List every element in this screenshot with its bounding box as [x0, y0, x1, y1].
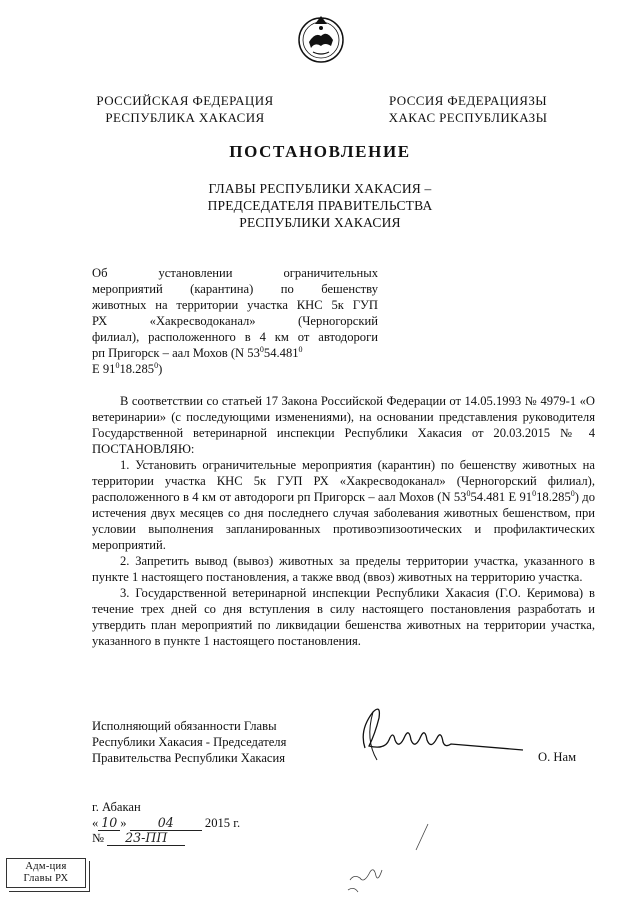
- signatory-name: О. Нам: [538, 750, 577, 764]
- signatory-position: [92, 718, 332, 766]
- preamble-paragraph: В соответствии со статьей 17 Закона Российской Федерации от 14.05.1993 № 4979-1 «О ветеринарии» (с последующими изменениями), на основании представления руководителя Государственной ветеринарной инспекции Республики Хакасия от 20.03.2015 № 4 ПОСТАНОВЛЯЮ:: [92, 394, 595, 456]
- header-left: [90, 92, 280, 126]
- clause-text: Е 91: [505, 490, 533, 504]
- coord-text: ): [158, 362, 163, 376]
- date-year: 2015 г.: [204, 816, 241, 830]
- clause-text: ) до истечения двух месяцев со дня последнего случая заболевания животных бешенством, при условии выполнения запланированных противоэпизоотических и профилактических мероприятий.: [92, 490, 595, 552]
- degree-mark: 0: [154, 360, 159, 370]
- number-prefix: №: [92, 831, 105, 845]
- degree-mark: 0: [466, 488, 471, 498]
- header-right: [380, 92, 556, 126]
- coord-text: Е 91: [92, 362, 116, 376]
- position-line: Правительства Республики Хакасия: [92, 751, 286, 765]
- coord-text: рп Пригорск – аал Мохов (N 53: [92, 346, 260, 360]
- document-number: [92, 830, 292, 846]
- subject-line: [92, 345, 378, 361]
- clause-1-paragraph: [92, 457, 595, 553]
- header-left-line: РОССИЙСКАЯ ФЕДЕРАЦИЯ: [96, 93, 274, 108]
- resolution-body: [92, 393, 595, 649]
- subtitle-line: ГЛАВЫ РЕСПУБЛИКИ ХАКАСИЯ –: [208, 181, 432, 196]
- subject-line: Об установлении ограничительных: [92, 266, 378, 280]
- quote-close: »: [120, 816, 127, 830]
- subject-line: филиал), расположенного в 4 км от автодороги: [92, 330, 378, 344]
- degree-mark: 0: [259, 344, 264, 354]
- document-subtitle: [150, 180, 490, 231]
- subject-line: мероприятий (карантина) по бешенству: [92, 282, 378, 296]
- clause-text: 1. Установить ограничительные мероприятия (карантин) по бешенству животных на территории участка КНС 5к ГУП РХ «Хакресводоканал» (Черногорский филиал), расположенного в 4 км от автодороги рп Пригорск – аал Мохов (N 53: [92, 458, 595, 504]
- position-line: Республики Хакасия - Председателя: [92, 735, 287, 749]
- header-right-line: РОССИЯ ФЕДЕРАЦИЯЗЫ: [388, 93, 548, 108]
- coord-text: 18.285: [119, 362, 155, 376]
- date-day: 10: [98, 815, 120, 831]
- position-line: Исполняющий обязанности Главы: [92, 719, 277, 733]
- degree-mark: 0: [532, 488, 537, 498]
- issue-date: [92, 815, 292, 831]
- stamp-line: Главы РХ: [23, 873, 69, 884]
- date-month: 04: [130, 815, 202, 831]
- header-right-line: ХАКАС РЕСПУБЛИКАЗЫ: [388, 110, 548, 125]
- document-title: ПОСТАНОВЛЕНИЕ: [229, 142, 411, 161]
- degree-mark: 0: [298, 344, 303, 354]
- resolution-subject: [92, 265, 378, 377]
- quote-open: «: [92, 816, 99, 830]
- subject-line: РХ «Хакресводоканал» (Черногорский: [92, 314, 378, 328]
- clause-text: 54.481: [470, 490, 506, 504]
- coord-text: 54.481: [263, 346, 299, 360]
- clause-text: 18.285: [536, 490, 571, 504]
- place-of-issue: г. Абакан: [92, 800, 141, 814]
- clause-3-paragraph: 3. Государственной ветеринарной инспекции Республики Хакасия (Г.О. Керимова) в течение трех дней со дня вступления в силу настоящего постановления разработать и утвердить план мероприятий по ликвидации бешенства животных на территории участка, указанного в пункте 1 настоящего постановления.: [92, 586, 595, 648]
- header-left-line: РЕСПУБЛИКА ХАКАСИЯ: [105, 110, 265, 125]
- handwritten-mark: [320, 820, 440, 900]
- subject-line: животных на территории участка КНС 5к ГУП: [92, 298, 378, 312]
- stamp-line: Адм-ция: [25, 861, 67, 872]
- number-value: 23-ПП: [107, 830, 185, 846]
- subtitle-line: ПРЕДСЕДАТЕЛЯ ПРАВИТЕЛЬСТВА: [207, 198, 433, 213]
- handwritten-signature: [355, 700, 525, 772]
- subtitle-line: РЕСПУБЛИКИ ХАКАСИЯ: [239, 215, 401, 230]
- office-stamp: [6, 858, 86, 888]
- clause-2-paragraph: 2. Запретить вывод (вывоз) животных за пределы территории участка, указанного в пункте 1 настоящего постановления, а также ввод (ввоз) животных на территорию участка.: [92, 554, 595, 584]
- degree-mark: 0: [570, 488, 575, 498]
- subject-line: [92, 361, 378, 377]
- degree-mark: 0: [115, 360, 120, 370]
- coat-of-arms-emblem: [295, 10, 347, 68]
